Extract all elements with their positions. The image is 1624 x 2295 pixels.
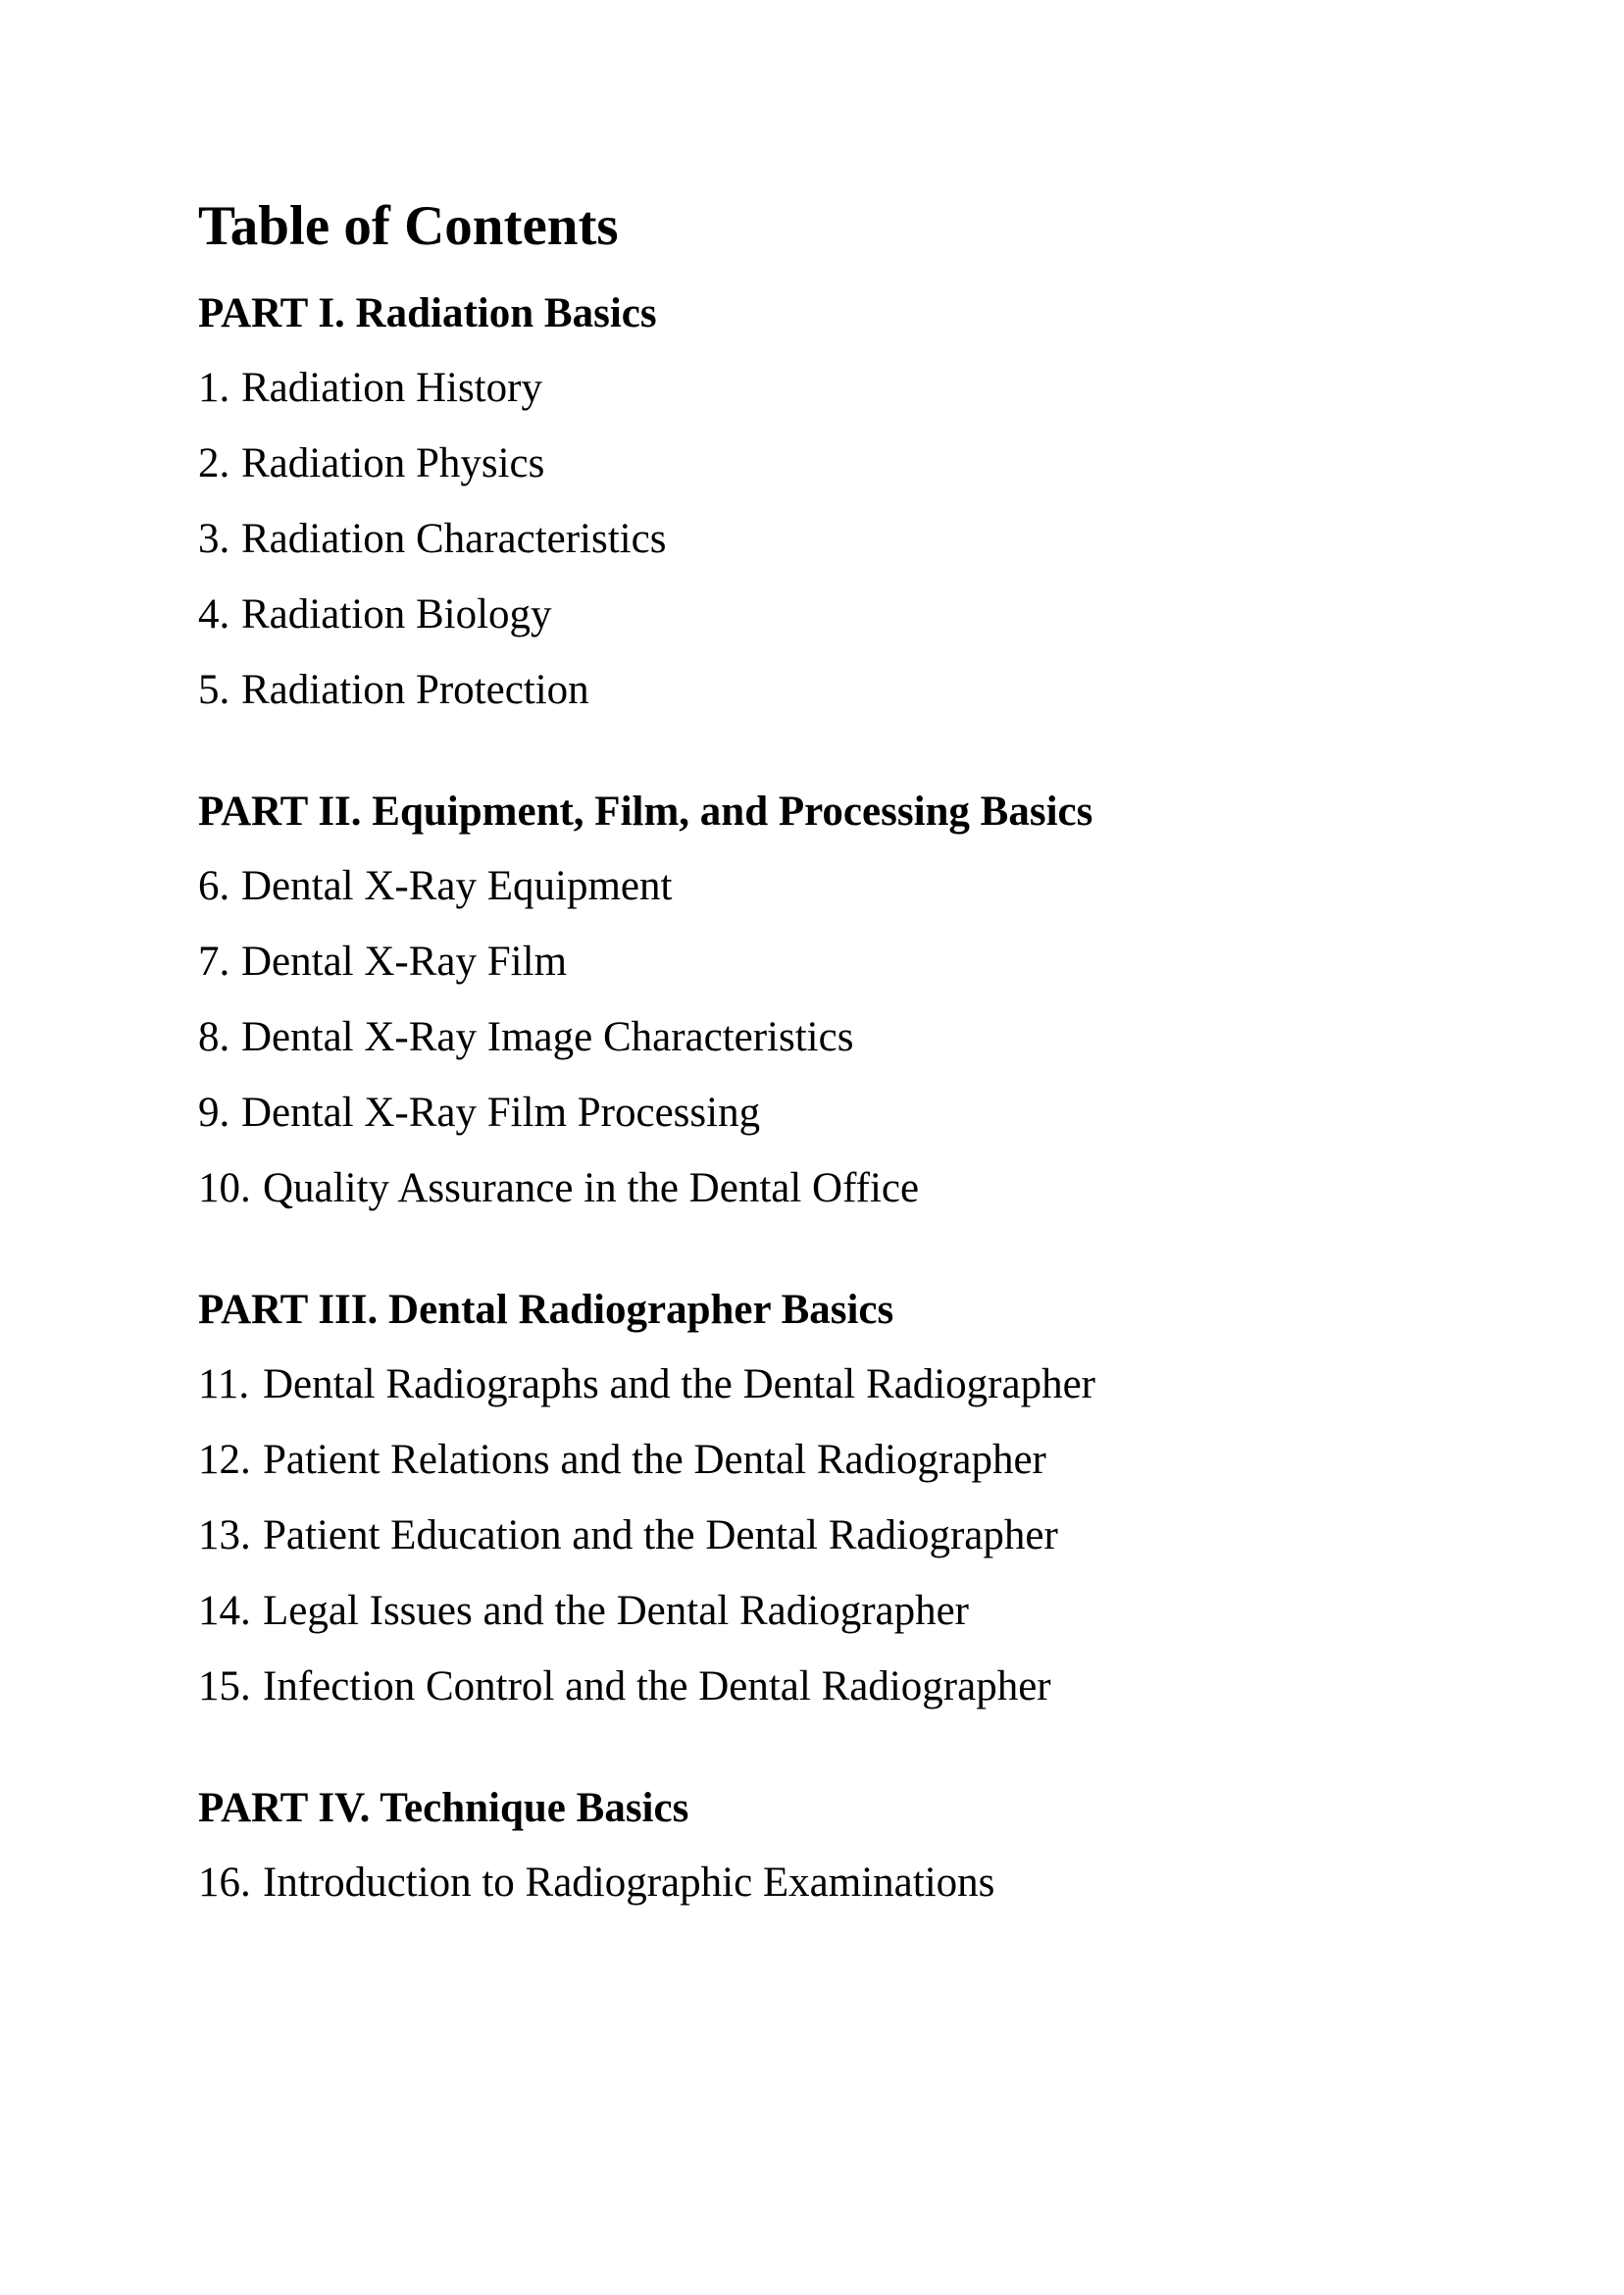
chapter-number: 8. [198,1014,230,1060]
chapter-number: 6. [198,863,230,909]
chapter-title: Radiation History [241,365,542,411]
chapter-title: Patient Education and the Dental Radiographer [263,1512,1058,1558]
chapter-number: 16. [198,1860,251,1906]
toc-entry-8[interactable] [198,1010,853,1065]
chapter-title: Dental X-Ray Film [241,939,568,985]
chapter-number: 11. [198,1361,250,1407]
chapter-title: Legal Issues and the Dental Radiographer [263,1588,969,1634]
toc-entry-12[interactable] [198,1433,1046,1488]
chapter-number: 4. [198,591,230,638]
chapter-title: Patient Relations and the Dental Radiographer [263,1437,1046,1483]
chapter-number: 1. [198,365,230,411]
toc-entry-14[interactable] [198,1584,969,1639]
chapter-title: Dental Radiographs and the Dental Radiographer [263,1361,1095,1407]
toc-entry-10[interactable] [198,1161,919,1216]
chapter-number: 14. [198,1588,251,1634]
toc-entry-9[interactable] [198,1086,760,1141]
chapter-title: Dental X-Ray Equipment [241,863,673,909]
chapter-number: 13. [198,1512,251,1558]
toc-entry-7[interactable] [198,935,567,990]
chapter-title: Radiation Biology [241,591,552,638]
chapter-title: Radiation Characteristics [241,516,667,562]
chapter-title: Dental X-Ray Image Characteristics [241,1014,854,1060]
toc-entry-1[interactable] [198,361,542,416]
chapter-number: 7. [198,939,230,985]
toc-entry-6[interactable] [198,859,672,914]
page-title: Table of Contents [198,195,619,257]
toc-entry-15[interactable] [198,1659,1051,1714]
part-heading-2: PART II. Equipment, Film, and Processing Basics [198,789,1093,835]
chapter-number: 9. [198,1090,230,1136]
chapter-title: Quality Assurance in the Dental Office [263,1165,920,1211]
part-heading-4: PART IV. Technique Basics [198,1785,689,1831]
chapter-number: 15. [198,1663,251,1709]
chapter-title: Radiation Protection [241,667,589,713]
toc-entry-4[interactable] [198,587,552,642]
chapter-number: 10. [198,1165,251,1211]
chapter-number: 3. [198,516,230,562]
toc-entry-5[interactable] [198,663,589,718]
chapter-title: Infection Control and the Dental Radiographer [263,1663,1051,1709]
chapter-number: 5. [198,667,230,713]
chapter-title: Dental X-Ray Film Processing [241,1090,761,1136]
chapter-title: Radiation Physics [241,440,545,486]
part-heading-3: PART III. Dental Radiographer Basics [198,1287,894,1333]
chapter-number: 12. [198,1437,251,1483]
toc-entry-3[interactable] [198,512,666,567]
chapter-number: 2. [198,440,230,486]
part-heading-1: PART I. Radiation Basics [198,290,657,336]
toc-entry-13[interactable] [198,1508,1058,1563]
chapter-title: Introduction to Radiographic Examinations [263,1860,995,1906]
toc-entry-11[interactable] [198,1357,1095,1412]
toc-entry-2[interactable] [198,436,544,491]
toc-entry-16[interactable] [198,1856,994,1911]
